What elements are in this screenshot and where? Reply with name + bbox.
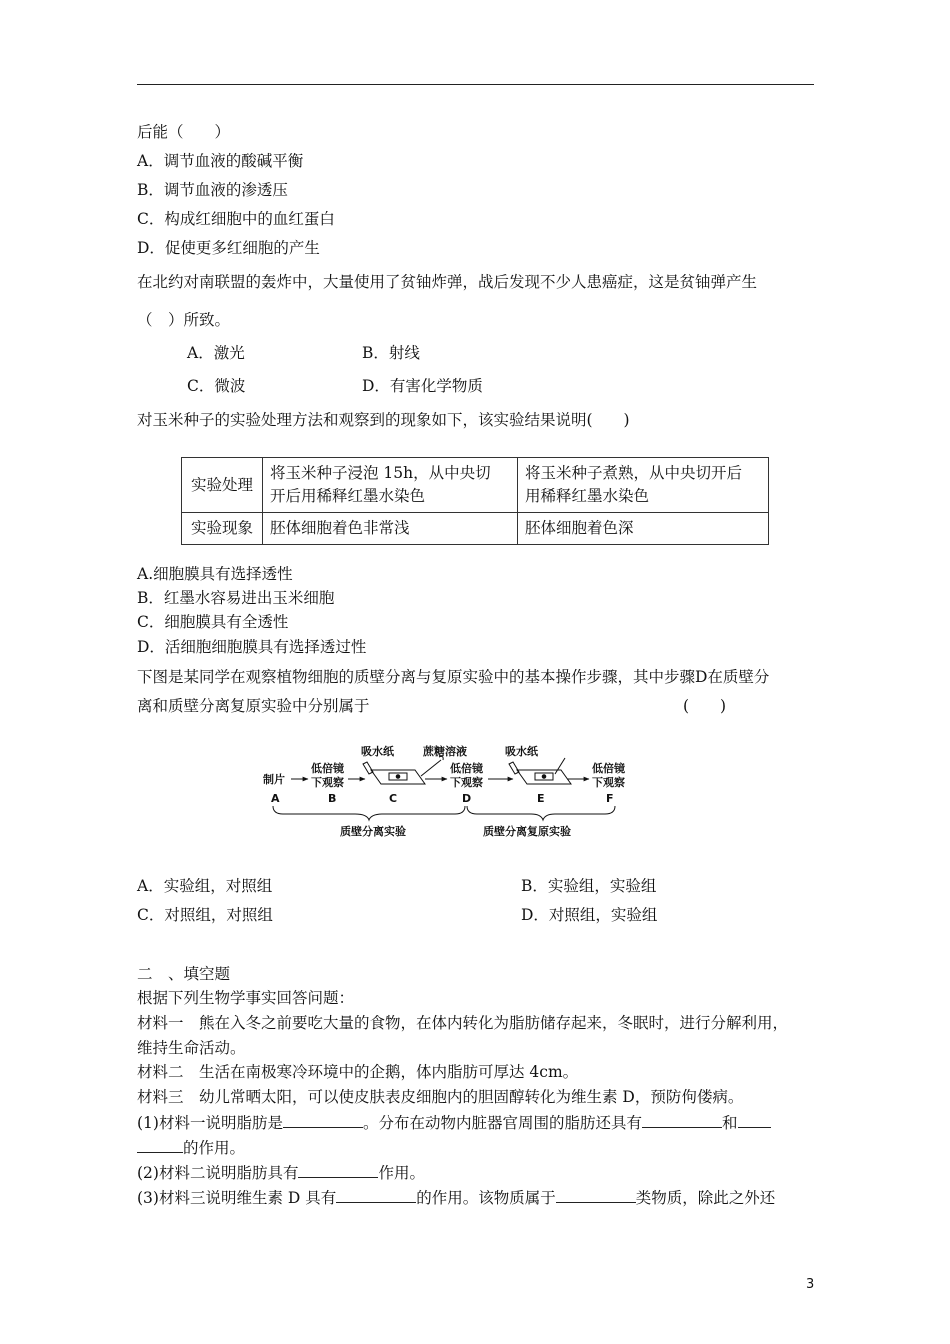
q1-option-a: A．调节血液的酸碱平衡	[137, 152, 304, 170]
q1-option-b: B．调节血液的渗透压	[137, 181, 288, 199]
letter-c: C	[389, 792, 398, 805]
section2-title: 二 、填空题	[137, 965, 231, 983]
fill-q2-text-b: 作用。	[378, 1164, 425, 1182]
q2-option-a: A．激光	[187, 344, 245, 362]
material2: 材料二 生活在南极寒冷环境中的企鹅，体内脂肪可厚达 4cm。	[137, 1063, 579, 1081]
step-f-label-line1: 低倍镜	[592, 762, 625, 775]
header-rule	[137, 84, 814, 85]
fill-q3-text-b: 的作用。该物质属于	[416, 1189, 556, 1207]
fill-q1-text-c: 和	[721, 1114, 738, 1132]
step-b-label-line1: 低倍镜	[311, 762, 344, 775]
q2-option-c: C．微波	[187, 377, 246, 395]
fill-q1-text-a: (1)材料一说明脂肪是	[137, 1114, 283, 1132]
q4-option-c: C．对照组，对照组	[137, 906, 273, 924]
fill-q3-text-a: (3)材料三说明维生素 D 具有	[137, 1189, 337, 1207]
q2-stem-line1: 在北约对南联盟的轰炸中，大量使用了贫铀炸弹，战后发现不少人患癌症，这是贫铀弹产生	[137, 273, 758, 291]
letter-e: E	[537, 792, 545, 805]
step-d-label-line1: 低倍镜	[450, 762, 483, 775]
table-cell-deep-stain: 胚体细胞着色深	[518, 513, 769, 545]
answer-blank[interactable]	[283, 1112, 363, 1128]
q3-option-b: B．红墨水容易进出玉米细胞	[137, 589, 335, 607]
absorbent-paper-label-e: 吸水纸	[505, 745, 538, 758]
q4-option-d: D．对照组，实验组	[521, 906, 658, 924]
q1-stem-tail: 后能（ ）	[137, 123, 231, 141]
sucrose-solution-label: 蔗糖溶液	[423, 745, 467, 758]
section2-intro: 根据下列生物学事实回答问题：	[137, 989, 355, 1007]
fill-q2-text-a: (2)材料二说明脂肪具有	[137, 1164, 299, 1182]
table-header-treatment: 实验处理	[182, 458, 263, 513]
q4-stem-line1: 下图是某同学在观察植物细胞的质壁分离与复原实验中的基本操作步骤，其中步骤D在质壁分	[137, 668, 770, 686]
answer-blank[interactable]	[738, 1112, 771, 1128]
material3: 材料三 幼儿常晒太阳，可以使皮肤表皮细胞内的胆固醇转化为维生素 D，预防佝偻病。	[137, 1088, 744, 1106]
q4-stem-paren: ( )	[683, 697, 727, 715]
letter-a: A	[271, 792, 280, 805]
slide-e-drawing	[509, 758, 571, 784]
brace-left	[273, 806, 465, 820]
step-d-label-line2: 下观察	[450, 776, 483, 789]
q3-option-a: A.细胞膜具有选择透性	[137, 565, 293, 583]
step-a-label: 制片	[263, 773, 285, 786]
q2-option-b: B．射线	[362, 344, 420, 362]
q3-option-d: D．活细胞细胞膜具有选择透过性	[137, 638, 367, 656]
experiment-table	[181, 457, 769, 545]
table-cell-line: 将玉米种子煮熟，从中央切开后	[525, 464, 743, 482]
step-f-label-line2: 下观察	[592, 776, 625, 789]
table-cell-boiled	[518, 458, 769, 513]
q1-option-c: C．构成红细胞中的血红蛋白	[137, 210, 335, 228]
fill-q1-text-b: 。分布在动物内脏器官周围的脂肪还具有	[362, 1114, 642, 1132]
table-cell-line: 用稀释红墨水染色	[525, 487, 650, 505]
answer-blank[interactable]	[642, 1112, 722, 1128]
table-cell-line: 开后用稀释红墨水染色	[270, 487, 426, 505]
answer-blank[interactable]	[137, 1137, 183, 1153]
absorbent-paper-label-c: 吸水纸	[361, 745, 394, 758]
answer-blank[interactable]	[336, 1187, 416, 1203]
fill-question-2	[137, 1162, 425, 1183]
q3-stem: 对玉米种子的实验处理方法和观察到的现象如下，该实验结果说明( )	[137, 411, 630, 429]
page-number: 3	[806, 1277, 815, 1292]
q4-option-a: A．实验组，对照组	[137, 877, 273, 895]
q4-option-b: B．实验组，实验组	[521, 877, 657, 895]
step-b-label-line2: 下观察	[311, 776, 344, 789]
q2-option-d: D．有害化学物质	[362, 377, 483, 395]
q1-option-d: D．促使更多红细胞的产生	[137, 239, 320, 257]
answer-blank[interactable]	[298, 1162, 378, 1178]
table-cell-soaked	[263, 458, 518, 513]
fill-question-1	[137, 1112, 771, 1133]
fill-question-3	[137, 1187, 775, 1208]
group-right-label: 质壁分离复原实验	[483, 825, 571, 838]
letter-b: B	[328, 792, 337, 805]
slide-c-drawing	[363, 756, 443, 784]
material1-line2: 维持生命活动。	[137, 1039, 246, 1057]
fill-question-1-cont	[137, 1137, 245, 1158]
table-cell-light-stain: 胚体细胞着色非常浅	[263, 513, 518, 545]
brace-right	[467, 806, 615, 820]
group-left-label: 质壁分离实验	[340, 825, 406, 838]
answer-blank[interactable]	[556, 1187, 636, 1203]
plasmolysis-diagram	[255, 740, 645, 840]
letter-d: D	[462, 792, 472, 805]
table-cell-line: 将玉米种子浸泡 15h，从中央切	[270, 464, 491, 482]
q3-option-c: C．细胞膜具有全透性	[137, 613, 289, 631]
q2-stem-line2: （ ）所致。	[137, 311, 231, 329]
table-header-phenomenon: 实验现象	[182, 513, 263, 545]
material1-line1: 材料一 熊在入冬之前要吃大量的食物，在体内转化为脂肪储存起来，冬眠时，进行分解利用，	[137, 1014, 789, 1032]
q4-stem-line2: 离和质壁分离复原实验中分别属于	[137, 697, 370, 715]
fill-q3-text-c: 类物质，除此之外还	[635, 1189, 776, 1207]
letter-f: F	[606, 792, 614, 805]
fill-q1-text-d: 的作用。	[183, 1139, 246, 1157]
table-row	[182, 513, 769, 545]
table-row	[182, 458, 769, 513]
